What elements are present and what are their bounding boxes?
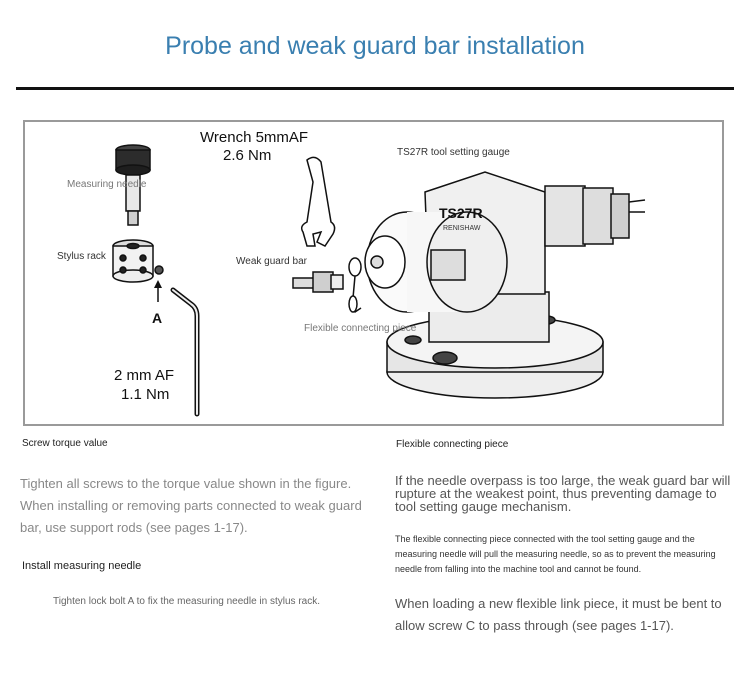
allen-key-torque: 1.1 Nm — [121, 386, 170, 403]
flexible-piece-drawing — [349, 258, 361, 312]
gauge-body-text: TS27R — [439, 205, 483, 221]
wrench-torque: 2.6 Nm — [223, 147, 272, 164]
rupture-warning: If the needle overpass is too large, the weak guard bar will rupture at the weakest point, thus preventing damage to tool setting gauge mechanism. — [395, 473, 731, 514]
wrench-drawing — [302, 157, 335, 246]
allen-key-label: 2 mm AF — [114, 367, 175, 384]
install-needle-note: Tighten lock bolt A to fix the measuring needle in stylus rack. — [53, 596, 320, 607]
installation-figure — [23, 120, 724, 426]
caption-flexible-piece: Flexible connecting piece — [396, 439, 509, 450]
title-divider — [16, 87, 734, 90]
allen-key-drawing — [173, 290, 197, 414]
install-needle-heading: Install measuring needle — [22, 560, 142, 572]
page-title: Probe and weak guard bar installation — [165, 32, 585, 60]
gauge-label: TS27R tool setting gauge — [397, 147, 510, 158]
torque-paragraph: Tighten all screws to the torque value shown in the figure. When installing or removing parts connected to weak guard bar, use support rods (see pages 1-17). — [20, 476, 362, 535]
stylus-rack-label: Stylus rack — [57, 251, 106, 262]
flexible-piece-detail: The flexible connecting piece connected with the tool setting gauge and the measuring needle will pull the measuring needle, so as to prevent the measuring needle from falling into the machine tool and cannot be found. — [395, 534, 716, 574]
point-a-label: A — [152, 310, 163, 326]
loading-note: When loading a new flexible link piece, it must be bent to allow screw C to pass through (see pages 1-17). — [395, 596, 722, 633]
gauge-body-subtext: RENISHAW — [443, 225, 481, 232]
flexible-piece-label: Flexible connecting piece — [304, 323, 417, 334]
weak-guard-bar-drawing — [293, 272, 343, 292]
caption-screw-torque: Screw torque value — [22, 438, 108, 449]
measuring-needle-label: Measuring needle — [67, 179, 147, 190]
wrench-label: Wrench 5mmAF — [200, 129, 309, 146]
weak-guard-bar-label: Weak guard bar — [236, 256, 307, 267]
ts27r-gauge-drawing — [365, 172, 645, 398]
lock-bolt-arrow — [154, 280, 162, 302]
stylus-rack-drawing — [113, 240, 163, 282]
